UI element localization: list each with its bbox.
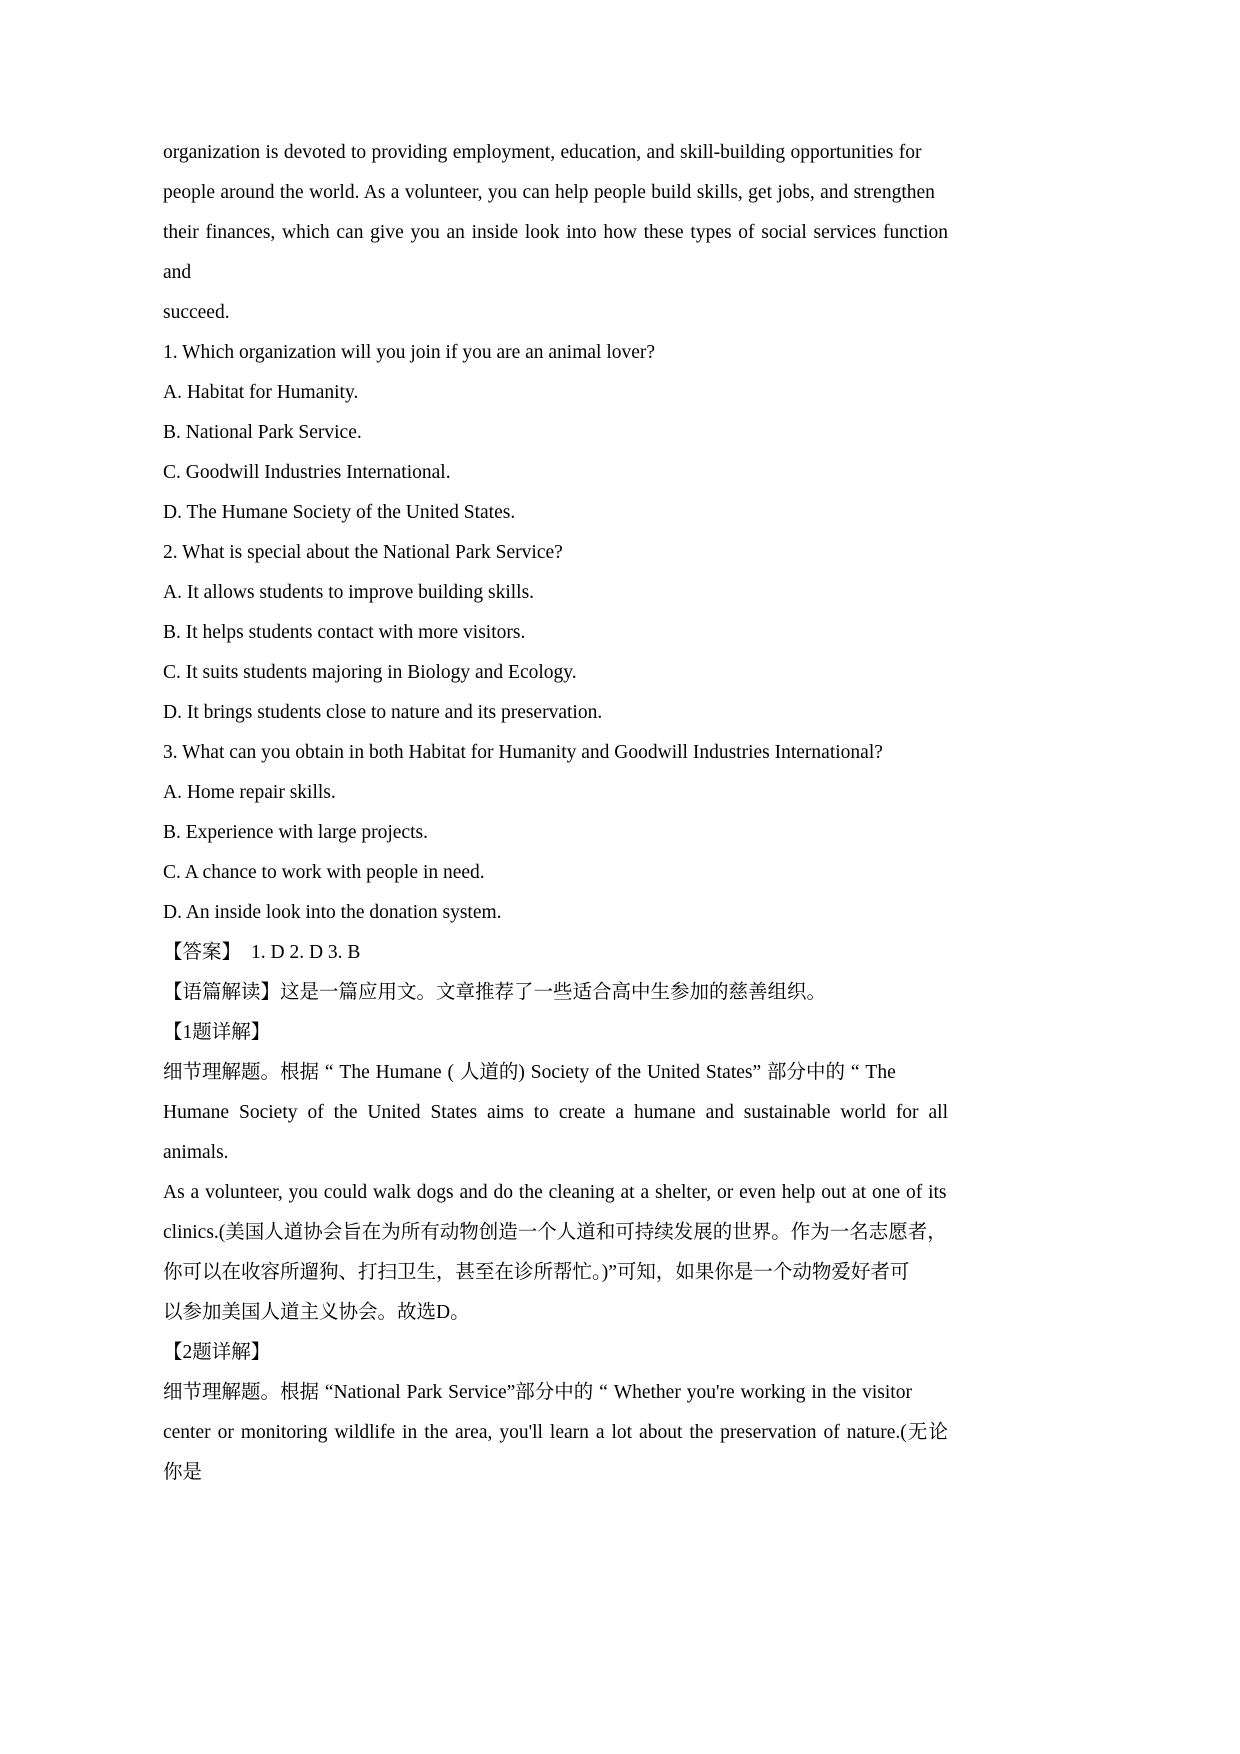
- explanation-heading: 【2题详解】: [163, 1342, 271, 1363]
- answer-key-label: 【答案】: [163, 942, 242, 963]
- question-option[interactable]: A. Home repair skills.: [163, 782, 336, 803]
- passage-analysis-label: 【语篇解读】: [163, 982, 281, 1003]
- explanation-line: clinics.(美国人道协会旨在为所有动物创造一个人道和可持续发展的世界。作为一名志愿者，: [163, 1222, 947, 1243]
- question-option[interactable]: B. Experience with large projects.: [163, 822, 428, 843]
- page-content: [163, 133, 948, 1493]
- answer-key-line: [163, 933, 948, 973]
- question-option[interactable]: A. Habitat for Humanity.: [163, 382, 359, 403]
- explanation-line: 细节理解题。根据 “National Park Service”部分中的 “ Whether you're working in the visitor: [163, 1382, 912, 1403]
- question-option[interactable]: C. Goodwill Industries International.: [163, 462, 451, 483]
- explanation-1: [163, 1013, 948, 1333]
- explanation-heading: 【1题详解】: [163, 1022, 271, 1043]
- question-3: [163, 733, 948, 933]
- question-option[interactable]: C. A chance to work with people in need.: [163, 862, 485, 883]
- passage-line: people around the world. As a volunteer, you can help people build skills, get jobs, and strengthen: [163, 182, 935, 203]
- question-1: [163, 333, 948, 533]
- question-option[interactable]: D. An inside look into the donation system.: [163, 902, 502, 923]
- explanation-line: Humane Society of the United States aims to create a humane and sustainable world for all animals.: [163, 1102, 948, 1163]
- question-option[interactable]: A. It allows students to improve building skills.: [163, 582, 535, 603]
- question-stem: 2. What is special about the National Park Service?: [163, 542, 563, 563]
- question-option[interactable]: D. It brings students close to nature and its preservation.: [163, 702, 603, 723]
- question-option[interactable]: B. It helps students contact with more visitors.: [163, 622, 526, 643]
- explanation-2: [163, 1333, 948, 1493]
- passage-line: organization is devoted to providing employment, education, and skill-building opportunities for: [163, 142, 922, 163]
- explanation-line: 以参加美国人道主义协会。故选D。: [163, 1302, 470, 1323]
- explanation-line: 细节理解题。根据 “ The Humane ( 人道的) Society of the United States” 部分中的 “ The: [163, 1062, 896, 1083]
- passage-analysis-line: [163, 973, 948, 1013]
- question-option[interactable]: D. The Humane Society of the United States.: [163, 502, 516, 523]
- passage-block: [163, 133, 948, 333]
- question-stem: 1. Which organization will you join if you are an animal lover?: [163, 342, 656, 363]
- question-2: [163, 533, 948, 733]
- explanation-line: 你可以在收容所遛狗、打扫卫生，甚至在诊所帮忙。)”可知，如果你是一个动物爱好者可: [163, 1262, 910, 1283]
- passage-line: succeed.: [163, 302, 230, 323]
- explanation-line: center or monitoring wildlife in the area, you'll learn a lot about the preservation of nature.(无论你是: [163, 1422, 948, 1483]
- question-option[interactable]: B. National Park Service.: [163, 422, 362, 443]
- explanation-line: As a volunteer, you could walk dogs and do the cleaning at a shelter, or even help out at one of its: [163, 1182, 947, 1203]
- passage-analysis-text: 这是一篇应用文。文章推荐了一些适合高中生参加的慈善组织。: [280, 982, 827, 1003]
- passage-line: their finances, which can give you an inside look into how these types of social services function and: [163, 222, 948, 283]
- question-stem: 3. What can you obtain in both Habitat for Humanity and Goodwill Industries International?: [163, 742, 883, 763]
- question-option[interactable]: C. It suits students majoring in Biology and Ecology.: [163, 662, 577, 683]
- answer-key-values: 1. D 2. D 3. B: [251, 942, 361, 963]
